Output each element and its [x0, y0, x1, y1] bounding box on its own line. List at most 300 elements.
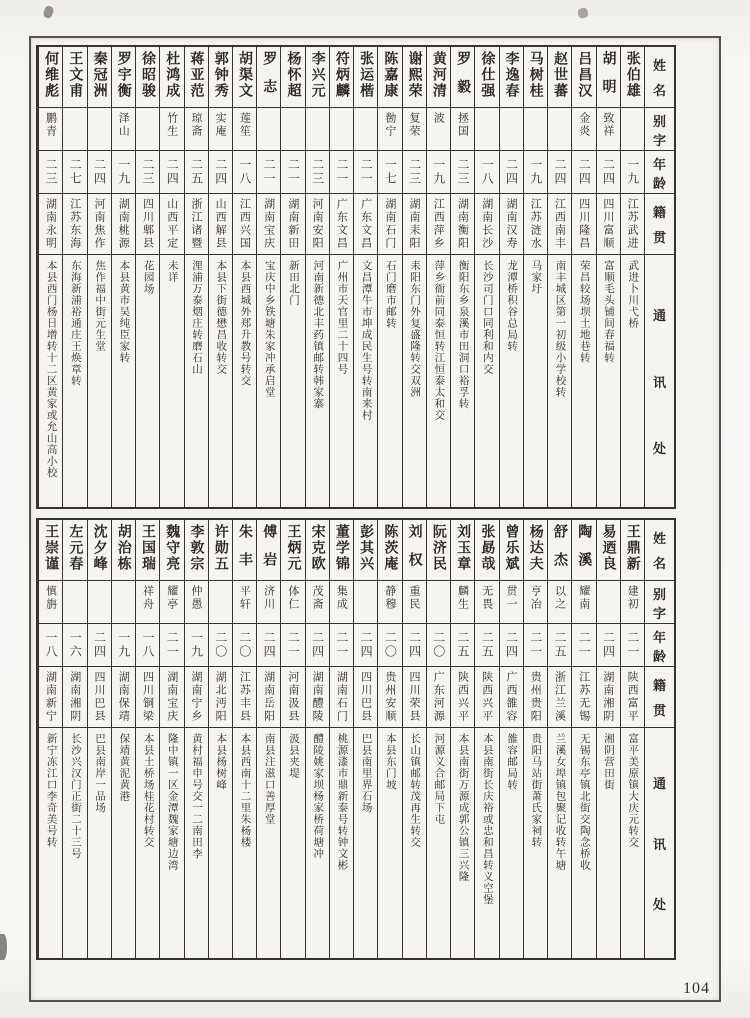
person-column [353, 47, 377, 507]
courtesy-name-cell: 竹生 [160, 107, 183, 150]
person-column [38, 47, 62, 507]
name-cell: 刘权 [406, 524, 423, 580]
native-place-cell: 湖南石门 [378, 193, 401, 254]
person-column [256, 520, 280, 958]
directory-table-bottom [36, 518, 676, 960]
age-cell: 二四 [572, 150, 595, 193]
address-cell: 湘阴营田街 [597, 727, 620, 958]
address-cell: 南丰城区第一初级小学校转 [548, 254, 571, 507]
address-cell: 本县南街万源成郭公镇三兴隆 [451, 727, 474, 958]
name-cell: 彭其兴 [358, 524, 375, 572]
name-cell: 曾乐斌 [503, 524, 520, 572]
address-cell: 醴陵姚家坝杨家桥荷塘冲 [306, 727, 329, 958]
person-column [377, 520, 401, 958]
native-place-cell: 浙江诸暨 [185, 193, 208, 254]
courtesy-name-cell [112, 580, 135, 623]
name-cell: 王崇谨 [43, 524, 60, 572]
person-column [256, 47, 280, 507]
scan-artifact [42, 5, 54, 19]
person-column [499, 520, 523, 958]
person-column [377, 47, 401, 507]
courtesy-name-cell [475, 107, 498, 150]
native-place-cell: 湖南岳阳 [257, 666, 280, 727]
person-column [329, 520, 353, 958]
age-cell: 二四 [597, 150, 620, 193]
name-cell: 张运楷 [358, 51, 375, 99]
courtesy-name-cell: 耀南 [572, 580, 595, 623]
native-place-cell: 湖南宝庆 [160, 666, 183, 727]
courtesy-name-cell: 茂斋 [306, 580, 329, 623]
age-cell: 二〇 [427, 623, 450, 666]
person-column [596, 47, 620, 507]
native-place-cell: 河南安阳 [306, 193, 329, 254]
person-column [450, 520, 474, 958]
native-place-cell: 陕西富平 [621, 666, 644, 727]
age-cell: 二三 [403, 150, 426, 193]
address-cell: 巴县南岸一品场 [88, 727, 111, 958]
address-cell: 新宁冻江口李奇美号转 [39, 727, 62, 958]
header-zi-label: 别 字 [645, 580, 674, 623]
address-cell: 宝庆中乡铁塘朱家冲承启堂 [257, 254, 280, 507]
address-cell: 无锡东亭镇北街交陶念桥收 [572, 727, 595, 958]
address-cell: 隆中镇一区金潭魏家塘边湾 [160, 727, 183, 958]
person-column [353, 520, 377, 958]
age-cell: 二一 [281, 150, 304, 193]
address-cell: 武进卜川弋桥 [621, 254, 644, 507]
address-cell: 南县注滋口善厚堂 [257, 727, 280, 958]
name-cell: 魏守亮 [164, 524, 181, 572]
native-place-cell: 湖南衡阳 [451, 193, 474, 254]
address-cell: 焦作福中街元生堂 [88, 254, 111, 507]
courtesy-name-cell: 琼斋 [185, 107, 208, 150]
courtesy-name-cell: 泽山 [112, 107, 135, 150]
courtesy-name-cell: 莲笙 [233, 107, 256, 150]
header-age-label: 年 龄 [645, 623, 674, 666]
address-cell: 本县西南十二里朱杨楼 [233, 727, 256, 958]
native-place-cell: 湖北沔阳 [209, 666, 232, 727]
address-cell: 本县下街德懋昌收转交 [209, 254, 232, 507]
address-cell: 本县西门杨日增转十二区黄家或允山高小校 [39, 254, 62, 507]
address-cell: 文昌潭牛市坤成民生号转南来村 [354, 254, 377, 507]
name-cell: 胡治栋 [115, 524, 132, 572]
age-cell: 一七 [378, 150, 401, 193]
age-cell: 一九 [621, 150, 644, 193]
native-place-cell: 湖南新田 [281, 193, 304, 254]
name-cell: 李敦宗 [188, 524, 205, 572]
age-cell: 二一 [160, 623, 183, 666]
person-column [135, 47, 159, 507]
name-cell: 何维彪 [43, 51, 60, 99]
courtesy-name-cell: 复荣 [403, 107, 426, 150]
native-place-cell: 河南汲县 [281, 666, 304, 727]
person-column [305, 47, 329, 507]
native-place-cell: 湖南湘阴 [597, 666, 620, 727]
courtesy-name-cell: 集成 [330, 580, 353, 623]
name-cell: 陈嘉康 [382, 51, 399, 99]
native-place-cell: 广东文昌 [330, 193, 353, 254]
name-cell: 陶溪 [576, 524, 593, 580]
courtesy-name-cell [257, 107, 280, 150]
age-cell: 二四 [306, 623, 329, 666]
age-cell: 二五 [475, 623, 498, 666]
header-column [644, 520, 674, 958]
address-cell: 贵阳马站街萧氏家祠转 [524, 727, 547, 958]
courtesy-name-cell: 鹏青 [39, 107, 62, 150]
native-place-cell: 山西解县 [209, 193, 232, 254]
name-cell: 董学锦 [333, 524, 350, 572]
name-cell: 刘玉章 [455, 524, 472, 572]
person-column [208, 47, 232, 507]
age-cell: 二七 [63, 150, 86, 193]
person-column [305, 520, 329, 958]
courtesy-name-cell: 实庵 [209, 107, 232, 150]
address-cell: 黄村福申号交一二南田李 [185, 727, 208, 958]
age-cell: 一九 [112, 150, 135, 193]
courtesy-name-cell [88, 580, 111, 623]
address-cell: 雒容邮局转 [500, 727, 523, 958]
address-cell: 长沙兴汉门正街二十三号 [63, 727, 86, 958]
person-column [232, 47, 256, 507]
address-cell: 石门磨市邮转 [378, 254, 401, 507]
person-column [280, 520, 304, 958]
person-column [62, 520, 86, 958]
courtesy-name-cell: 亨冶 [524, 580, 547, 623]
native-place-cell: 广西雒容 [500, 666, 523, 727]
age-cell: 二四 [500, 150, 523, 193]
age-cell: 二一 [572, 623, 595, 666]
age-cell: 二一 [330, 150, 353, 193]
address-cell: 广州市天官里二十四号 [330, 254, 353, 507]
age-cell: 一九 [524, 150, 547, 193]
header-name-label: 姓 名 [652, 59, 666, 99]
native-place-cell: 江苏涟水 [524, 193, 547, 254]
courtesy-name-cell [63, 107, 86, 150]
address-cell: 未详 [160, 254, 183, 507]
person-column [402, 47, 426, 507]
age-cell: 二四 [597, 623, 620, 666]
address-cell: 长沙司门口同利和内交 [475, 254, 498, 507]
name-cell: 李兴元 [309, 51, 326, 99]
name-cell: 赵世蕃 [552, 51, 569, 99]
age-cell: 二一 [281, 623, 304, 666]
person-column [280, 47, 304, 507]
name-cell: 沈夕峰 [91, 524, 108, 572]
courtesy-name-cell [354, 107, 377, 150]
age-cell: 二四 [403, 623, 426, 666]
name-cell: 罗毅 [455, 51, 472, 107]
native-place-cell: 湖南宁乡 [185, 666, 208, 727]
age-cell: 二四 [257, 623, 280, 666]
age-cell: 二四 [548, 150, 571, 193]
courtesy-name-cell: 致祥 [597, 107, 620, 150]
age-cell: 二三 [306, 150, 329, 193]
courtesy-name-cell [621, 107, 644, 150]
address-cell: 本县黄市吴纯臣家转 [112, 254, 135, 507]
native-place-cell: 浙江兰溪 [548, 666, 571, 727]
courtesy-name-cell: 建初 [621, 580, 644, 623]
native-place-cell: 陕西兴平 [451, 666, 474, 727]
name-cell: 蒋亚范 [188, 51, 205, 99]
age-cell: 一八 [39, 623, 62, 666]
name-cell: 马树桂 [527, 51, 544, 99]
address-cell: 新田北门 [281, 254, 304, 507]
person-column [523, 520, 547, 958]
name-cell: 谢熙荣 [406, 51, 423, 99]
address-cell: 东海新浦裕通庄王焕章转 [63, 254, 86, 507]
person-column [159, 520, 183, 958]
address-cell: 长山镇邮转茂再生转交 [403, 727, 426, 958]
person-column [596, 520, 620, 958]
person-column [329, 47, 353, 507]
address-cell: 荣昌较场坝土地巷转 [572, 254, 595, 507]
courtesy-name-cell [88, 107, 111, 150]
header-column [644, 47, 674, 507]
native-place-cell: 江西萍乡 [427, 193, 450, 254]
name-cell: 王国瑞 [140, 524, 157, 572]
courtesy-name-cell: 平轩 [233, 580, 256, 623]
age-cell: 二三 [136, 150, 159, 193]
name-cell: 胡明 [600, 51, 617, 107]
name-cell: 陈茨庵 [382, 524, 399, 572]
scanned-page [29, 36, 721, 1002]
courtesy-name-cell: 金炎 [572, 107, 595, 150]
name-cell: 阮济民 [430, 524, 447, 572]
name-cell: 吕昌汉 [576, 51, 593, 99]
courtesy-name-cell [330, 107, 353, 150]
courtesy-name-cell [597, 580, 620, 623]
courtesy-name-cell: 拯国 [451, 107, 474, 150]
address-cell: 萍乡衙前同泰恒转江恒泰太和交 [427, 254, 450, 507]
age-cell: 二四 [500, 623, 523, 666]
address-cell: 本县南街长庆裕或忠和昌转义空堡 [475, 727, 498, 958]
person-column [620, 47, 644, 507]
name-cell: 徐昭骏 [140, 51, 157, 99]
name-cell: 王文甫 [67, 51, 84, 99]
person-column [184, 47, 208, 507]
person-column [450, 47, 474, 507]
native-place-cell: 江苏无锡 [572, 666, 595, 727]
name-cell: 王炳元 [285, 524, 302, 572]
age-cell: 二四 [209, 150, 232, 193]
courtesy-name-cell [524, 107, 547, 150]
person-column [87, 520, 111, 958]
age-cell: 二五 [451, 623, 474, 666]
person-column [523, 47, 547, 507]
name-cell: 黄河清 [430, 51, 447, 99]
age-cell: 二〇 [233, 623, 256, 666]
address-cell: 兰溪女埠镇包聚记收转午塘 [548, 727, 571, 958]
native-place-cell: 湖南汉寿 [500, 193, 523, 254]
person-column [87, 47, 111, 507]
name-cell: 张勗哉 [479, 524, 496, 572]
courtesy-name-cell [63, 580, 86, 623]
native-place-cell: 四川郫县 [136, 193, 159, 254]
courtesy-name-cell [209, 580, 232, 623]
person-column [208, 520, 232, 958]
native-place-cell: 贵州贵阳 [524, 666, 547, 727]
native-place-cell: 湖南新宁 [39, 666, 62, 727]
courtesy-name-cell: 以之 [548, 580, 571, 623]
native-place-cell: 广东文昌 [354, 193, 377, 254]
name-cell: 杨怀超 [285, 51, 302, 99]
native-place-cell: 湖南永明 [39, 193, 62, 254]
age-cell: 二四 [354, 623, 377, 666]
person-column [426, 47, 450, 507]
native-place-cell: 湖南醴陵 [306, 666, 329, 727]
native-place-cell: 四川富顺 [597, 193, 620, 254]
native-place-cell: 山西平定 [160, 193, 183, 254]
name-cell: 罗宇衡 [115, 51, 132, 99]
name-cell: 宋克欧 [309, 524, 326, 572]
native-place-cell: 广东河源 [427, 666, 450, 727]
person-column [62, 47, 86, 507]
age-cell: 二一 [330, 623, 353, 666]
person-column [571, 47, 595, 507]
courtesy-name-cell [281, 107, 304, 150]
native-place-cell: 湖南宝庆 [257, 193, 280, 254]
age-cell: 二一 [354, 150, 377, 193]
address-cell: 富顺毛头铺间春福转 [597, 254, 620, 507]
address-cell: 富平美原镇大庆元转交 [621, 727, 644, 958]
age-cell: 二四 [88, 623, 111, 666]
person-column [426, 520, 450, 958]
courtesy-name-cell: 静穆 [378, 580, 401, 623]
age-cell: 一八 [136, 623, 159, 666]
address-cell: 耒阳东门外复盛隆转交双洲 [403, 254, 426, 507]
address-cell: 马家圩 [524, 254, 547, 507]
person-column [571, 520, 595, 958]
native-place-cell: 湖南长沙 [475, 193, 498, 254]
age-cell: 二一 [621, 623, 644, 666]
person-column [111, 47, 135, 507]
native-place-cell: 湖南石门 [330, 666, 353, 727]
name-cell: 王鼎新 [624, 524, 641, 572]
name-cell: 徐仕强 [479, 51, 496, 99]
native-place-cell: 四川隆昌 [572, 193, 595, 254]
name-cell: 胡渠文 [236, 51, 253, 99]
name-cell: 杜鸿成 [164, 51, 181, 99]
courtesy-name-cell: 济川 [257, 580, 280, 623]
courtesy-name-cell: 仲愚 [185, 580, 208, 623]
address-cell: 保靖黄泥黄港 [112, 727, 135, 958]
native-place-cell: 四川巴县 [88, 666, 111, 727]
courtesy-name-cell: 无畏 [475, 580, 498, 623]
native-place-cell: 湖南保靖 [112, 666, 135, 727]
person-column [547, 520, 571, 958]
person-column [232, 520, 256, 958]
page-number: 104 [683, 980, 710, 997]
person-column [184, 520, 208, 958]
address-cell: 巴县南里界石场 [354, 727, 377, 958]
courtesy-name-cell: 波 [427, 107, 450, 150]
age-cell: 一九 [427, 150, 450, 193]
scan-artifact [0, 934, 7, 960]
native-place-cell: 四川荣县 [403, 666, 426, 727]
native-place-cell: 江西兴国 [233, 193, 256, 254]
age-cell: 二三 [39, 150, 62, 193]
courtesy-name-cell: 重民 [403, 580, 426, 623]
address-cell: 汲县夹堤 [281, 727, 304, 958]
courtesy-name-cell [306, 107, 329, 150]
name-cell: 李逸春 [503, 51, 520, 99]
courtesy-name-cell: 麟生 [451, 580, 474, 623]
scan-artifact [577, 7, 589, 19]
courtesy-name-cell [354, 580, 377, 623]
age-cell: 一六 [63, 623, 86, 666]
name-cell: 符炳麟 [333, 51, 350, 99]
age-cell: 二〇 [378, 623, 401, 666]
person-column [547, 47, 571, 507]
directory-table-top [36, 45, 676, 509]
courtesy-name-cell [548, 107, 571, 150]
age-cell: 二一 [524, 623, 547, 666]
person-column [474, 47, 498, 507]
age-cell: 二一 [257, 150, 280, 193]
native-place-cell: 四川巴县 [354, 666, 377, 727]
address-cell: 浬浦万泰烟庄转磨石山 [185, 254, 208, 507]
courtesy-name-cell [500, 107, 523, 150]
person-column [135, 520, 159, 958]
age-cell: 一八 [475, 150, 498, 193]
courtesy-name-cell: 体仁 [281, 580, 304, 623]
header-address-label: 通 讯 处 [645, 727, 674, 958]
header-name-label: 姓 名 [652, 532, 666, 572]
header-age-label: 年 龄 [645, 150, 674, 193]
native-place-cell: 江苏丰县 [233, 666, 256, 727]
name-cell: 秦冠洲 [91, 51, 108, 99]
name-cell: 张伯雄 [624, 51, 641, 99]
age-cell: 一九 [185, 623, 208, 666]
courtesy-name-cell [136, 107, 159, 150]
address-cell: 本县土桥场桂花村转交 [136, 727, 159, 958]
name-cell: 罗志 [261, 51, 278, 107]
native-place-cell: 贵州安顺 [378, 666, 401, 727]
header-native-label: 籍 贯 [645, 193, 674, 254]
address-cell: 龙潭桥积谷总局转 [500, 254, 523, 507]
address-cell: 本县杨树峰 [209, 727, 232, 958]
name-cell: 左元春 [67, 524, 84, 572]
address-cell: 本县西城外郑升教号转交 [233, 254, 256, 507]
person-column [111, 520, 135, 958]
age-cell: 一八 [233, 150, 256, 193]
native-place-cell: 江苏武进 [621, 193, 644, 254]
native-place-cell: 湖南湘阴 [63, 666, 86, 727]
native-place-cell: 四川铜梁 [136, 666, 159, 727]
native-place-cell: 湖南桃源 [112, 193, 135, 254]
address-cell: 河南新德北丰药镇邮转韩家寨 [306, 254, 329, 507]
person-column [402, 520, 426, 958]
name-cell: 杨达夫 [527, 524, 544, 572]
name-cell: 舒杰 [552, 524, 569, 580]
age-cell: 二五 [548, 623, 571, 666]
courtesy-name-cell: 慎旃 [39, 580, 62, 623]
header-native-label: 籍 贯 [645, 666, 674, 727]
name-cell: 郭钟秀 [212, 51, 229, 99]
age-cell: 二四 [160, 150, 183, 193]
address-cell: 衡阳东乡泉溪市田洞口裕孚转 [451, 254, 474, 507]
native-place-cell: 江西南丰 [548, 193, 571, 254]
address-cell: 本县东门坡 [378, 727, 401, 958]
courtesy-name-cell: 贯一 [500, 580, 523, 623]
native-place-cell: 河南焦作 [88, 193, 111, 254]
address-cell: 河源义合邮局下屯 [427, 727, 450, 958]
name-cell: 许勋五 [212, 524, 229, 572]
age-cell: 一九 [112, 623, 135, 666]
header-address-label: 通 讯 处 [645, 254, 674, 507]
courtesy-name-cell: 耀亭 [160, 580, 183, 623]
address-cell: 花园场 [136, 254, 159, 507]
person-column [38, 520, 62, 958]
